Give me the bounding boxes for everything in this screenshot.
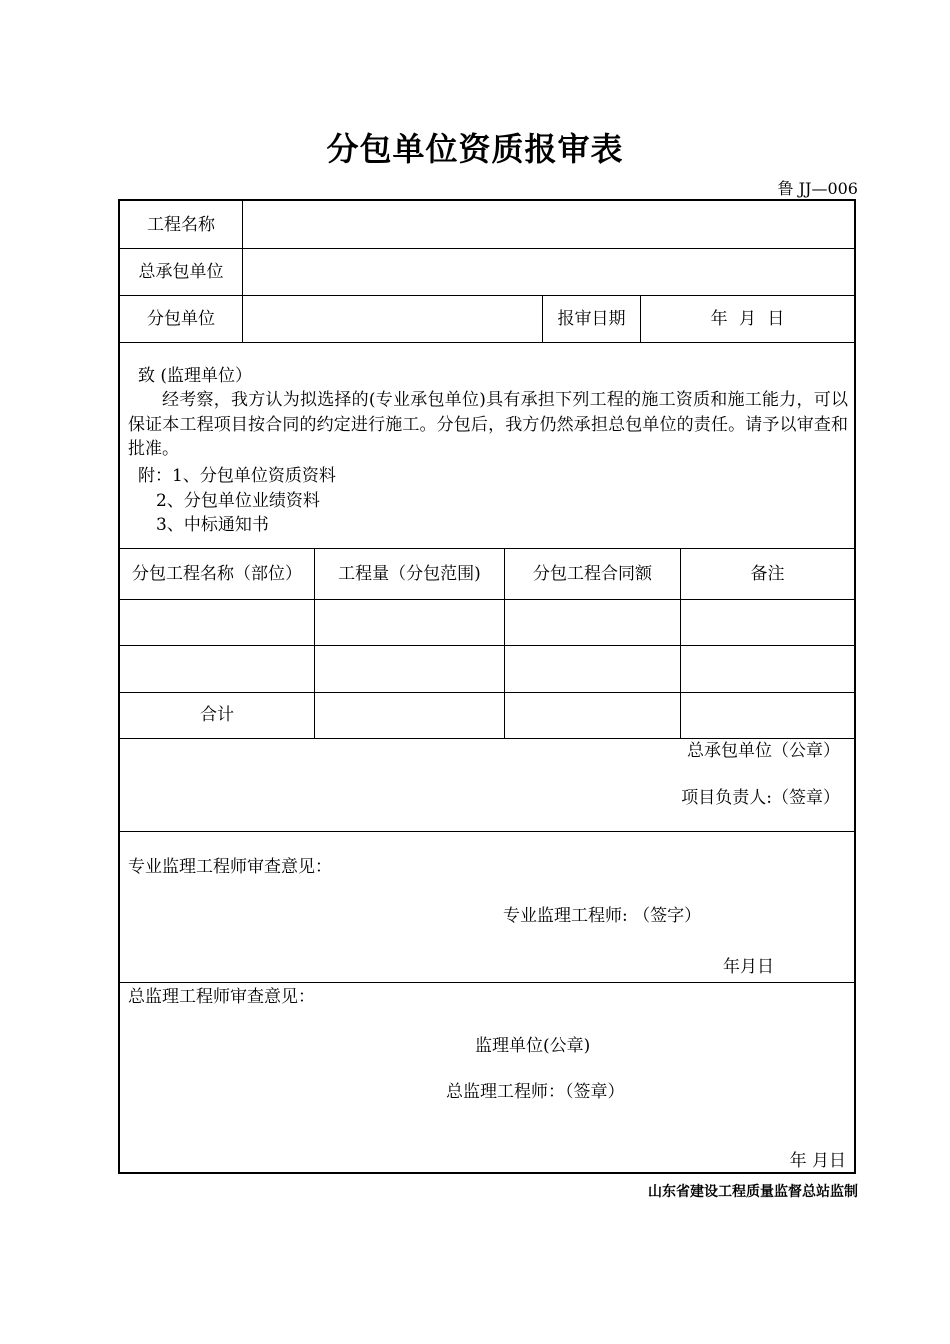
form-code: 鲁 JJ—006 bbox=[777, 179, 858, 198]
attachment-item: 3、中标通知书 bbox=[156, 515, 269, 535]
chief-engineer-signature: 总监理工程师：（签章） bbox=[446, 1082, 625, 1102]
project-name-field[interactable] bbox=[243, 201, 854, 248]
table-cell[interactable] bbox=[505, 692, 680, 738]
letter-recipient: 致 (监理单位） bbox=[138, 366, 253, 386]
issuer-footer: 山东省建设工程质量监督总站监制 bbox=[648, 1184, 858, 1200]
table-cell[interactable] bbox=[120, 599, 314, 645]
project-name-label: 工程名称 bbox=[147, 214, 215, 235]
review-form bbox=[118, 199, 856, 1174]
table-cell[interactable] bbox=[505, 645, 680, 692]
subcontractor-label: 分包单位 bbox=[147, 308, 215, 329]
row-divider bbox=[120, 342, 854, 343]
row-divider bbox=[120, 831, 854, 832]
table-cell[interactable] bbox=[120, 645, 314, 692]
specialty-review-label: 专业监理工程师审查意见： bbox=[128, 857, 332, 877]
column-header-amount: 分包工程合同额 bbox=[533, 563, 652, 584]
specialty-review-date: 年月日 bbox=[723, 957, 774, 977]
chief-review-label: 总监理工程师审查意见： bbox=[128, 987, 315, 1007]
general-contractor-field[interactable] bbox=[243, 248, 854, 295]
contractor-seal: 总承包单位（公章） bbox=[687, 741, 840, 761]
table-cell[interactable] bbox=[681, 645, 854, 692]
column-header-scope: 工程量（分包范围) bbox=[338, 563, 481, 584]
total-label: 合计 bbox=[200, 705, 234, 725]
attachment-item: 2、分包单位业绩资料 bbox=[156, 491, 320, 511]
table-cell[interactable] bbox=[315, 692, 504, 738]
table-cell[interactable] bbox=[315, 599, 504, 645]
review-date-label: 报审日期 bbox=[557, 308, 626, 329]
column-header-name: 分包工程名称（部位） bbox=[132, 563, 302, 584]
table-cell[interactable] bbox=[315, 645, 504, 692]
letter-body: 经考察，我方认为拟选择的(专业承包单位)具有承担下列工程的施工资质和施工能力，可以保证本工程项目按合同的约定进行施工。分包后，我方仍然承担总包单位的责任。请予以审查和批准。 bbox=[128, 390, 848, 459]
column-header-remarks: 备注 bbox=[750, 563, 785, 584]
supervision-unit-seal: 监理单位(公章) bbox=[475, 1036, 591, 1056]
general-contractor-label: 总承包单位 bbox=[138, 261, 224, 282]
project-manager-signature: 项目负责人:（签章） bbox=[681, 788, 840, 808]
form-title: 分包单位资质报审表 bbox=[326, 130, 624, 168]
table-cell[interactable] bbox=[505, 599, 680, 645]
review-date-field[interactable]: 年 月 日 bbox=[710, 308, 785, 329]
chief-review-date: 年 月日 bbox=[789, 1151, 846, 1171]
specialty-engineer-signature: 专业监理工程师: （签字） bbox=[503, 906, 702, 926]
row-divider bbox=[120, 982, 854, 983]
table-cell[interactable] bbox=[681, 692, 854, 738]
table-cell[interactable] bbox=[681, 599, 854, 645]
subcontractor-field[interactable] bbox=[243, 295, 542, 342]
attachment-item: 附：1、分包单位资质资料 bbox=[138, 466, 336, 486]
